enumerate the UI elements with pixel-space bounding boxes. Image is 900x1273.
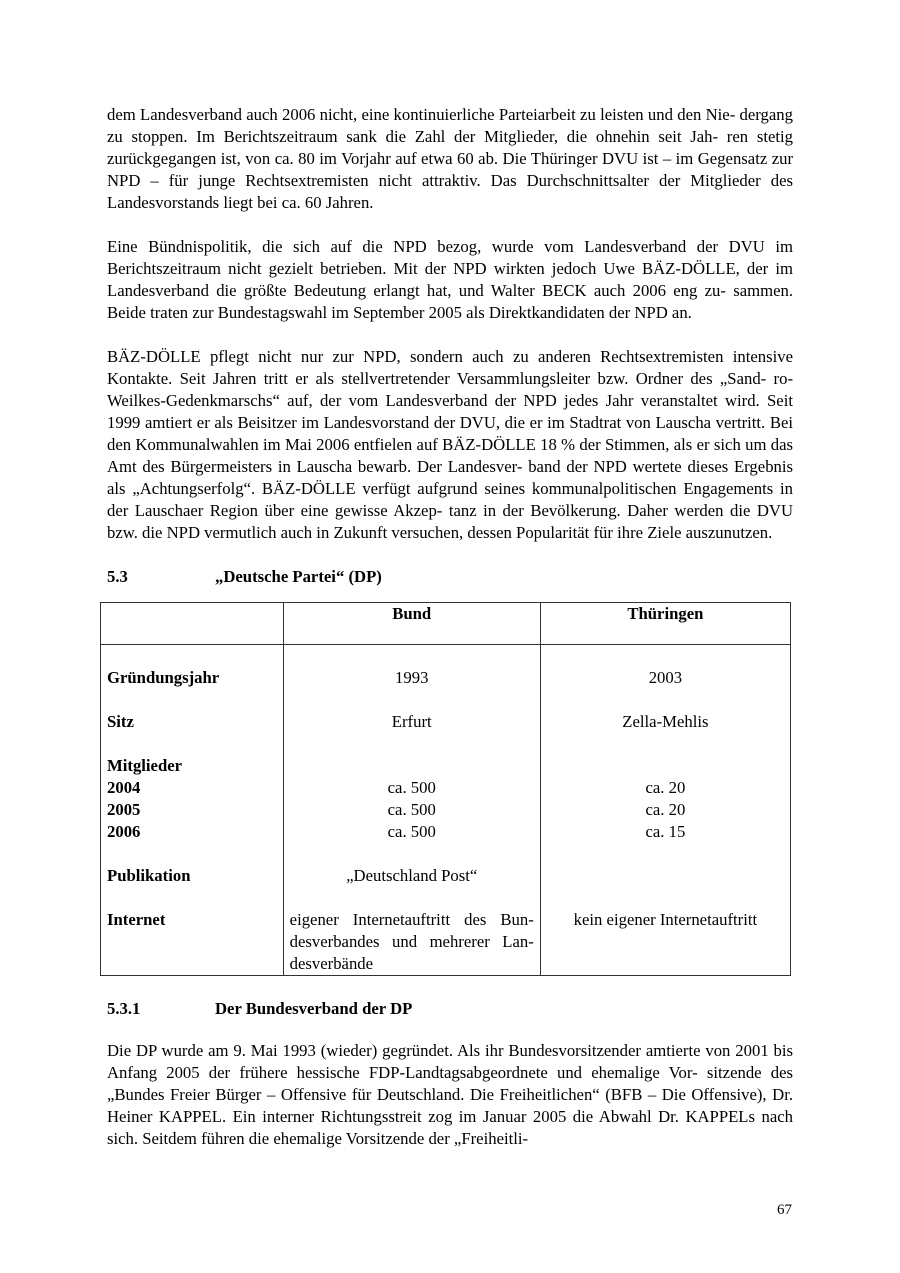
thueringen-publication [547, 865, 784, 887]
thueringen-members-2004: ca. 20 [645, 778, 686, 797]
thueringen-members-2005: ca. 20 [645, 800, 686, 819]
bund-members-2006: ca. 500 [387, 822, 436, 841]
table-header-empty [101, 603, 284, 645]
table-header-thueringen: Thüringen [540, 603, 790, 645]
page-body [107, 104, 793, 1150]
label-founded: Gründungsjahr [107, 668, 220, 687]
thueringen-members-2006: ca. 15 [645, 822, 686, 841]
paragraph: dem Landesverband auch 2006 nicht, eine kontinuierliche Parteiarbeit zu leisten und den Nie- dergang zu stoppen. Im Berichtszeitraum sank die Zahl der Mitglieder, die ohnehin seit Jah- ren stetig zurückgegangen ist, von ca. 80 im Vorjahr auf etwa 60 ab. Die Thüringer DVU ist – im Gegensatz zur NPD – für junge Rechtsextremisten nicht attraktiv. Das Durchschnittsalter der Mitglieder des Landesvorstands liegt bei ca. 60 Jahren. [107, 105, 794, 212]
label-year-2006: 2006 [107, 822, 141, 841]
label-publication: Publikation [107, 866, 191, 885]
bund-founded: 1993 [395, 668, 429, 687]
label-year-2005: 2005 [107, 800, 141, 819]
table-body-row [101, 645, 791, 976]
label-internet: Internet [107, 910, 166, 929]
bund-members-2004: ca. 500 [387, 778, 436, 797]
dp-table [100, 602, 791, 976]
thueringen-internet: kein eigener Internetauftritt [573, 910, 758, 929]
section-heading-5-3: 5.3 „Deutsche Partei“ (DP) [107, 567, 382, 586]
bund-members-2005: ca. 500 [387, 800, 436, 819]
bund-publication: „Deutschland Post“ [346, 866, 478, 885]
paragraph: Eine Bündnispolitik, die sich auf die NPD bezog, wurde vom Landesverband der DVU im Berichtszeitraum nicht gezielt betrieben. Mit der NPD wirkten jedoch Uwe BÄZ-DÖLLE, der im Landesverband die größte Bedeutung erlangt hat, und Walter BECK auch 2006 eng zu- sammen. Beide traten zur Bundestagswahl im September 2005 als Direktkandidaten der NPD an. [107, 237, 794, 322]
label-year-2004: 2004 [107, 778, 141, 797]
table-header-bund: Bund [283, 603, 540, 645]
paragraph: BÄZ-DÖLLE pflegt nicht nur zur NPD, sondern auch zu anderen Rechtsextremisten intensive Kontakte. Seit Jahren tritt er als stellvertretender Versammlungsleiter bzw. Ordner des „Sand- ro-Weilkes-Gedenkmarschs“ auf, der vom Landesverband der NPD jedes Jahr veranstaltet wird. Seit 1999 amtiert er als Beisitzer im Landesvorstand der DVU, die er im Stadtrat von Lauscha vertritt. Bei den Kommunalwahlen im Mai 2006 entfielen auf BÄZ-DÖLLE 18 % der Stimmen, als er sich um das Amt des Bürgermeisters in Lauscha bewarb. Der Landesver- band der NPD wertete dieses Ergebnis als „Achtungserfolg“. BÄZ-DÖLLE verfügt aufgrund seines kommunalpolitischen Engagements in der Lauschaer Region über eine gewisse Akzep- tanz in der Bevölkerung. Daher werden die DVU bzw. die NPD vermutlich auch in Zukunft versuchen, dessen Popularität für ihre Ziele auszunutzen. [107, 347, 794, 542]
bund-internet: eigener Internetauftritt des Bun- desverbandes und mehrerer Lan- desverbände [289, 910, 534, 973]
label-members: Mitglieder [107, 756, 183, 775]
page-number: 67 [777, 1202, 792, 1218]
thueringen-seat: Zella-Mehlis [622, 712, 709, 731]
paragraph: Die DP wurde am 9. Mai 1993 (wieder) gegründet. Als ihr Bundesvorsitzender amtierte von 2001 bis Anfang 2005 der frühere hessische FDP-Landtagsabgeordnete und ehemalige Vor- sitzende des „Bundes Freier Bürger – Offensive für Deutschland. Die Freiheitlichen“ (BFB – Die Offensive), Dr. Heiner KAPPEL. Ein interner Richtungsstreit zog im Januar 2005 die Abwahl Dr. KAPPELs nach sich. Seitdem führen die ehemalige Vorsitzende der „Freiheitli- [107, 1041, 794, 1148]
table-header-row [101, 603, 791, 645]
bund-seat: Erfurt [391, 712, 432, 731]
section-heading-5-3-1: 5.3.1 Der Bundesverband der DP [107, 999, 413, 1018]
label-seat: Sitz [107, 712, 134, 731]
thueringen-founded: 2003 [648, 668, 683, 687]
